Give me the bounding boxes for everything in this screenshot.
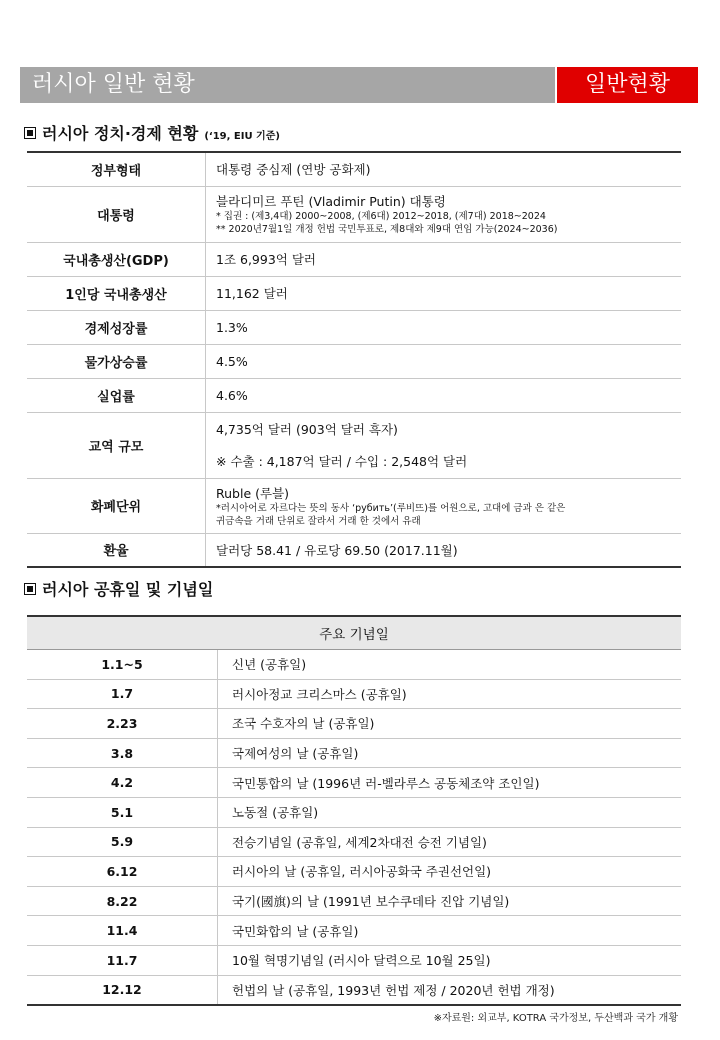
table-row (27, 242, 681, 276)
table-row (27, 152, 681, 186)
table-header: 주요 기념일 (27, 616, 681, 650)
holiday-name: 신년 (공휴일) (218, 650, 682, 680)
holiday-name: 국민통합의 날 (1996년 러-벨라루스 공동체조약 조인일) (218, 768, 682, 798)
holiday-name: 러시아의 날 (공휴일, 러시아공화국 주권선언일) (218, 857, 682, 887)
row-key: 환율 (27, 533, 206, 567)
table-row (27, 344, 681, 378)
row-note: ** 2020년7월1일 개정 헌법 국민투표로, 제8대와 제9대 연임 가능(2024~2036) (216, 224, 558, 235)
holiday-date: 11.7 (27, 945, 218, 975)
row-value: Ruble (루블) (216, 485, 290, 501)
table-header-row (27, 616, 681, 650)
holiday-name: 국제여성의 날 (공휴일) (218, 738, 682, 768)
row-value: 블라디미르 푸틴 (Vladimir Putin) 대통령 (216, 194, 446, 209)
row-key: 물가상승률 (27, 344, 206, 378)
table-row (27, 916, 681, 946)
holiday-name: 10월 혁명기념일 (러시아 달력으로 10월 25일) (218, 945, 682, 975)
holiday-date: 2.23 (27, 709, 218, 739)
section-title-text: 러시아 공휴일 및 기념일 (42, 580, 214, 599)
row-value: 4.6% (206, 378, 682, 412)
table-row (27, 186, 681, 242)
square-bullet-icon (24, 127, 36, 139)
holidays-table (27, 615, 681, 1006)
row-value: 달러당 58.41 / 유로당 69.50 (2017.11월) (206, 533, 682, 567)
holiday-date: 3.8 (27, 738, 218, 768)
holiday-name: 노동절 (공휴일) (218, 797, 682, 827)
row-key: 경제성장률 (27, 310, 206, 344)
table-row (27, 886, 681, 916)
holiday-date: 6.12 (27, 857, 218, 887)
section-title-holidays (24, 577, 213, 600)
table-row (27, 412, 681, 478)
table-row (27, 478, 681, 533)
table-row (27, 709, 681, 739)
row-value: 대통령 중심제 (연방 공화제) (206, 152, 682, 186)
row-value: 4.5% (206, 344, 682, 378)
holiday-date: 5.1 (27, 797, 218, 827)
row-key: 대통령 (27, 186, 206, 242)
table-row (27, 857, 681, 887)
table-row (27, 378, 681, 412)
holiday-date: 1.7 (27, 679, 218, 709)
row-note: * 집권 : (제3,4대) 2000~2008, (제6대) 2012~2018, (제7대) 2018~2024 (216, 211, 546, 222)
row-key: 실업률 (27, 378, 206, 412)
holiday-date: 1.1~5 (27, 650, 218, 680)
table-row (27, 768, 681, 798)
row-note: 귀금속을 거래 단위로 잘라서 거래 한 것에서 유래 (216, 515, 421, 527)
holiday-name: 전승기념일 (공휴일, 세계2차대전 승전 기념일) (218, 827, 682, 857)
table-row (27, 679, 681, 709)
table-row (27, 650, 681, 680)
holiday-date: 5.9 (27, 827, 218, 857)
row-key: 국내총생산(GDP) (27, 242, 206, 276)
table-row (27, 827, 681, 857)
holiday-date: 4.2 (27, 768, 218, 798)
row-value-detail: ※ 수출 : 4,187억 달러 / 수입 : 2,548억 달러 (216, 454, 468, 469)
page-header (20, 67, 698, 103)
row-note: *러시아어로 자르다는 뜻의 동사 ‘рубить’(루비뜨)를 어원으로, 고대에 금과 은 같은 (216, 502, 566, 514)
section-subtitle: (‘19, EIU 기준) (204, 131, 280, 142)
source-note: ※자료원: 외교부, KOTRA 국가정보, 두산백과 국가 개황 (433, 1013, 678, 1024)
holiday-date: 11.4 (27, 916, 218, 946)
table-row (27, 276, 681, 310)
table-row (27, 975, 681, 1005)
economy-table (27, 151, 681, 568)
table-row (27, 945, 681, 975)
row-key: 1인당 국내총생산 (27, 276, 206, 310)
page-title: 러시아 일반 현황 (20, 67, 555, 103)
table-row (27, 797, 681, 827)
section-title-economy (24, 121, 280, 144)
header-tag: 일반현황 (557, 67, 698, 103)
row-key: 교역 규모 (27, 412, 206, 478)
row-key: 정부형태 (27, 152, 206, 186)
holiday-name: 헌법의 날 (공휴일, 1993년 헌법 제정 / 2020년 헌법 개정) (218, 975, 682, 1005)
holiday-name: 국기(國旗)의 날 (1991년 보수쿠데타 진압 기념일) (218, 886, 682, 916)
holiday-date: 8.22 (27, 886, 218, 916)
table-row (27, 738, 681, 768)
holiday-name: 조국 수호자의 날 (공휴일) (218, 709, 682, 739)
holiday-name: 러시아정교 크리스마스 (공휴일) (218, 679, 682, 709)
section-title-text: 러시아 정치·경제 현황 (42, 124, 199, 143)
row-value: 11,162 달러 (206, 276, 682, 310)
holiday-name: 국민화합의 날 (공휴일) (218, 916, 682, 946)
row-value: 4,735억 달러 (903억 달러 흑자) (216, 422, 398, 437)
row-value: 1.3% (206, 310, 682, 344)
square-bullet-icon (24, 583, 36, 595)
row-key: 화폐단위 (27, 478, 206, 533)
table-row (27, 310, 681, 344)
table-row (27, 533, 681, 567)
holiday-date: 12.12 (27, 975, 218, 1005)
row-value: 1조 6,993억 달러 (206, 242, 682, 276)
